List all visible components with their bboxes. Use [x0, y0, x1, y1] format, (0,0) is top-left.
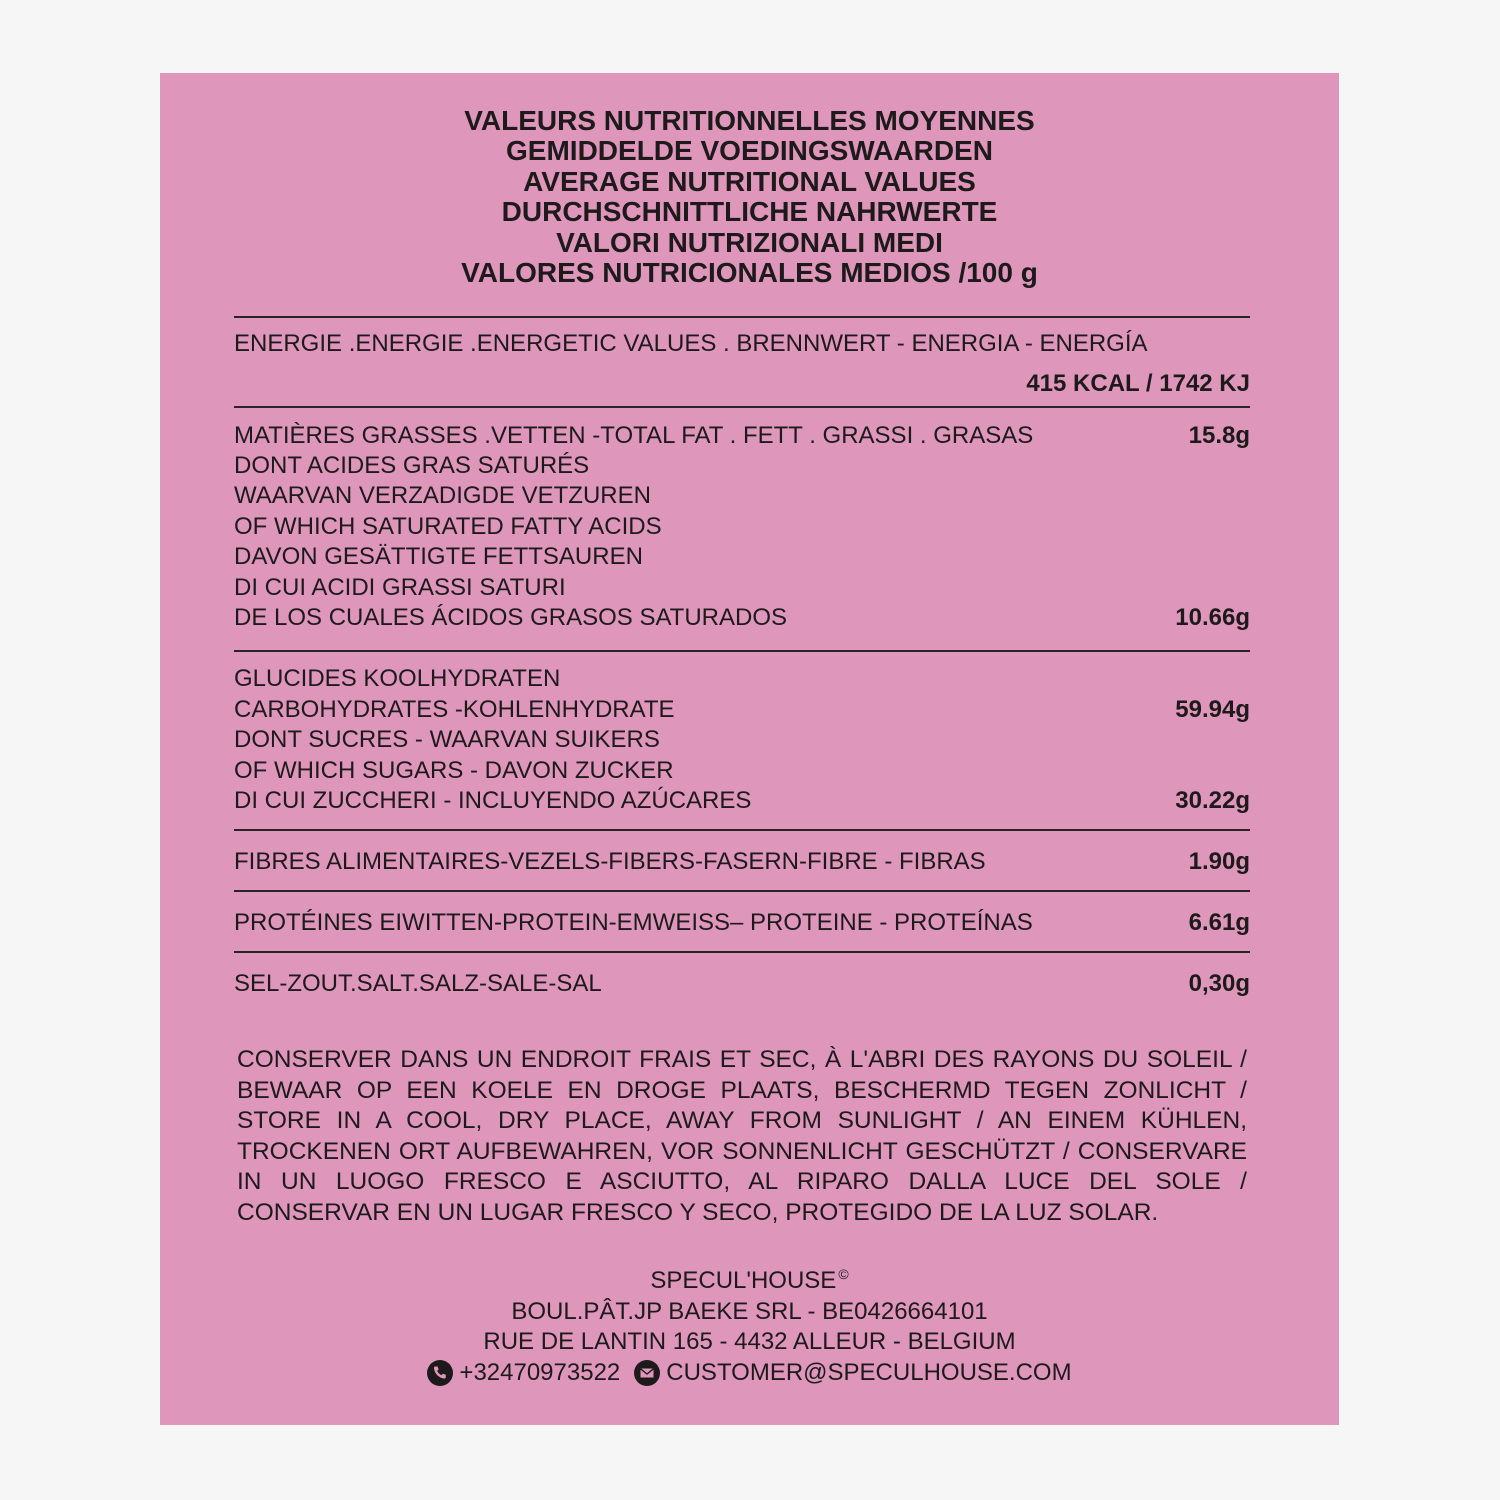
title-line-nl: GEMIDDELDE VOEDINGSWAARDEN [506, 135, 993, 167]
saturated-label-de: DAVON GESÄTTIGTE FETTSAUREN [234, 543, 643, 570]
carbs-label: CARBOHYDRATES -KOHLENHYDRATE [234, 696, 675, 723]
storage-instructions: CONSERVER DANS UN ENDROIT FRAIS ET SEC, À L'ABRI DES RAYONS DU SOLEIL / BEWAAR OP EEN KOELE EN DROGE PLAATS, BESCHERMD TEGEN ZONLICHT / STORE IN A COOL, DRY PLACE, AWAY FROM SUNLIGHT / AN EINEM KÜHLEN, TROCKENEN ORT AUFBEWAHREN, VOR SONNENLICHT GESCHÜTZT / CONSERVARE IN UN LUOGO FRESCO E ASCIUTTO, AL RIPARO DALLA LUCE DEL SOLE / CONSERVAR EN UN LUGAR FRESCO Y SECO, PROTEGIDO DE LA LUZ SOLAR. [237, 1046, 1247, 1226]
salt-label: SEL-ZOUT.SALT.SALZ-SALE-SAL [234, 970, 602, 997]
divider [234, 951, 1250, 953]
protein-value: 6.61g [1188, 909, 1250, 936]
protein-row [234, 908, 1250, 938]
saturated-line [234, 451, 1250, 481]
saturated-label-it: DI CUI ACIDI GRASSI SATURI [234, 574, 566, 601]
fat-value: 15.8g [1188, 422, 1250, 449]
producer-info [160, 1259, 1339, 1388]
carbs-line [234, 695, 1250, 725]
title-line-en: AVERAGE NUTRITIONAL VALUES [523, 165, 976, 197]
divider [234, 650, 1250, 652]
fat-row [234, 421, 1250, 451]
divider [234, 890, 1250, 892]
carbs-value: 59.94g [1175, 696, 1250, 723]
fibre-row [234, 847, 1250, 877]
email-icon [634, 1360, 660, 1386]
nutrition-title [160, 106, 1339, 288]
saturated-line [234, 603, 1250, 633]
salt-row [234, 969, 1250, 999]
saturated-label-es: DE LOS CUALES ÁCIDOS GRASOS SATURADOS [234, 604, 788, 631]
company-line: BOUL.PÂT.JP BAEKE SRL - BE0426664101 [511, 1297, 988, 1325]
title-line-it: VALORI NUTRIZIONALI MEDI [556, 226, 943, 258]
energy-value: 415 KCAL / 1742 KJ [1026, 370, 1250, 397]
fibre-label: FIBRES ALIMENTAIRES-VEZELS-FIBERS-FASERN-FIBRE - FIBRAS [234, 848, 986, 875]
energy-row [234, 329, 1250, 359]
phone-icon [427, 1360, 453, 1386]
nutrition-label [160, 73, 1339, 1425]
title-line-de: DURCHSCHNITTLICHE NAHRWERTE [501, 196, 998, 228]
phone-number: +32470973522 [459, 1358, 621, 1386]
fibre-value: 1.90g [1188, 848, 1250, 875]
sugars-label: OF WHICH SUGARS - DAVON ZUCKER [234, 757, 674, 784]
email-contact [634, 1358, 1071, 1389]
divider [234, 829, 1250, 831]
protein-label: PROTÉINES EIWITTEN-PROTEIN-EMWEISS– PROTEINE - PROTEÍNAS [234, 909, 1033, 936]
sugars-line [234, 756, 1250, 786]
saturated-line [234, 481, 1250, 511]
address-line: RUE DE LANTIN 165 - 4432 ALLEUR - BELGIUM [483, 1328, 1016, 1355]
phone-contact [427, 1358, 620, 1389]
fat-label: MATIÈRES GRASSES .VETTEN -TOTAL FAT . FETT . GRASSI . GRASAS [234, 422, 1034, 449]
divider [234, 406, 1250, 408]
divider [234, 316, 1250, 318]
carbs-label: GLUCIDES KOOLHYDRATEN [234, 665, 561, 692]
saturated-line [234, 542, 1250, 572]
energy-value-row [234, 369, 1250, 399]
title-line-fr: VALEURS NUTRITIONNELLES MOYENNES [464, 105, 1035, 136]
brand-name: SPECUL'HOUSE [650, 1267, 837, 1294]
saturated-value: 10.66g [1175, 604, 1250, 631]
carbs-line [234, 664, 1250, 694]
saturated-label-en: OF WHICH SATURATED FATTY ACIDS [234, 513, 662, 540]
sugars-line [234, 786, 1250, 816]
sugars-line [234, 725, 1250, 755]
sugars-label: DI CUI ZUCCHERI - INCLUYENDO AZÚCARES [234, 787, 752, 814]
title-line-es: VALORES NUTRICIONALES MEDIOS /100 g [461, 257, 1038, 289]
saturated-line [234, 573, 1250, 603]
sugars-value: 30.22g [1175, 787, 1250, 814]
email-address: CUSTOMER@SPECULHOUSE.COM [666, 1358, 1072, 1386]
sugars-label: DONT SUCRES - WAARVAN SUIKERS [234, 726, 660, 753]
energy-label: ENERGIE .ENERGIE .ENERGETIC VALUES . BRENNWERT - ENERGIA - ENERGÍA [234, 330, 1148, 357]
saturated-line [234, 512, 1250, 542]
brand-line [160, 1259, 1339, 1297]
salt-value: 0,30g [1188, 970, 1250, 997]
saturated-label-nl: WAARVAN VERZADIGDE VETZUREN [234, 482, 651, 509]
saturated-label-fr: DONT ACIDES GRAS SATURÉS [234, 452, 590, 479]
copyright-symbol: © [838, 1266, 849, 1282]
contact-line [160, 1358, 1339, 1389]
